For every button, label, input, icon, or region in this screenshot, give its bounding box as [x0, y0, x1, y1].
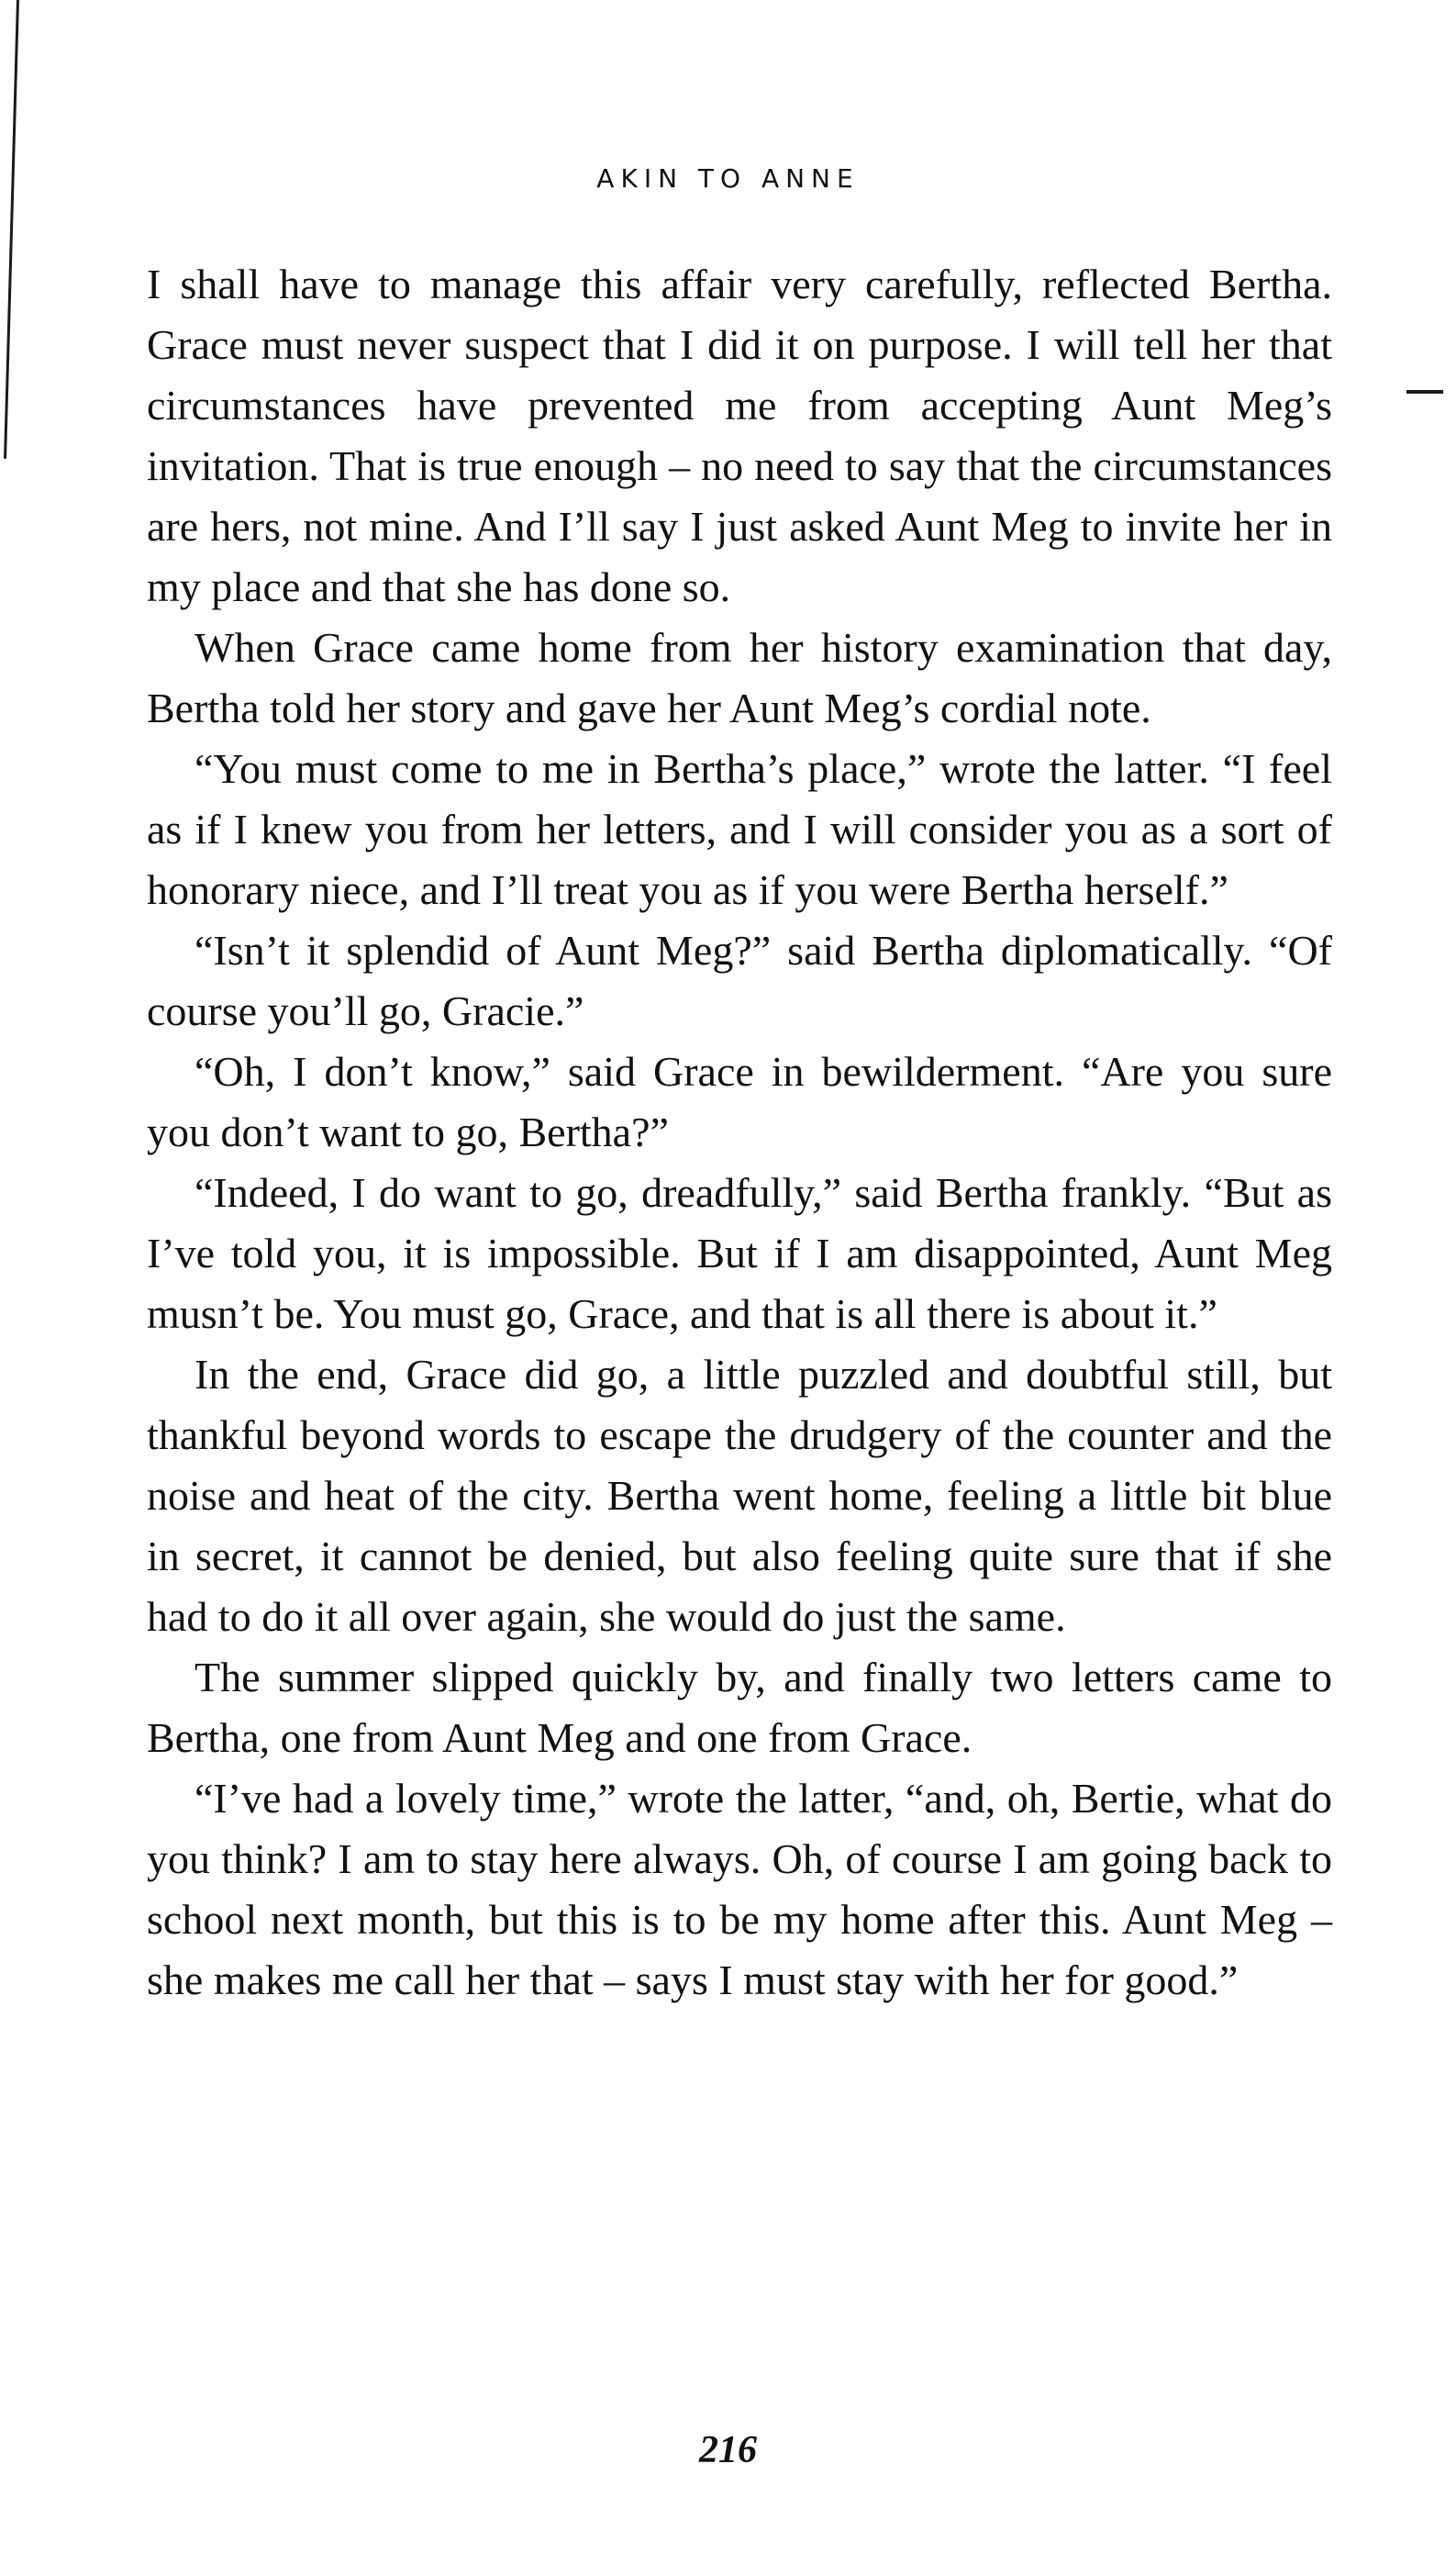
paragraph: “I’ve had a lovely time,” wrote the latter, “and, oh, Bertie, what do you think? I am to stay here always. Oh, of course I am going back to school next month, but this is to be my home after this. Aunt Meg – she makes me call her that – says I must stay with her for good.” [147, 1775, 1332, 2003]
scan-edge-line [4, 0, 19, 459]
page-number: 216 [699, 2429, 757, 2471]
paragraph: The summer slipped quickly by, and finally two letters came to Bertha, one from Aunt Meg and one from Grace. [147, 1654, 1332, 1761]
paragraph: “Indeed, I do want to go, dreadfully,” said Bertha frankly. “But as I’ve told you, it is impossible. But if I am disappointed, Aunt Meg musn’t be. You must go, Grace, and that is all there is about it.” [147, 1169, 1332, 1337]
paragraph: When Grace came home from her history examination that day, Bertha told her story and gave her Aunt Meg’s cordial note. [147, 624, 1332, 731]
scan-margin-mark [1406, 390, 1443, 394]
paragraph: “Oh, I don’t know,” said Grace in bewilderment. “Are you sure you don’t want to go, Bertha?” [147, 1048, 1332, 1155]
paragraph: “You must come to me in Bertha’s place,” wrote the latter. “I feel as if I knew you from her letters, and I will consider you as a sort of honorary niece, and I’ll treat you as if you were Bertha herself.” [147, 745, 1332, 913]
paragraph: In the end, Grace did go, a little puzzled and doubtful still, but thankful beyond words to escape the drudgery of the counter and the noise and heat of the city. Bertha went home, feeling a little bit blue in secret, it cannot be denied, but also feeling quite sure that if she had to do it all over again, she would do just the same. [147, 1351, 1332, 1640]
paragraph: I shall have to manage this affair very carefully, reflected Bertha. Grace must never suspect that I did it on purpose. I will tell her that circumstances have prevented me from accepting Aunt Meg’s invitation. That is true enough – no need to say that the circumstances are hers, not mine. And I’ll say I just asked Aunt Meg to invite her in my place and that she has done so. [147, 261, 1332, 610]
paragraph: “Isn’t it splendid of Aunt Meg?” said Bertha diplomatically. “Of course you’ll go, Gracie.” [147, 927, 1332, 1034]
running-head: AKIN TO ANNE [596, 163, 860, 194]
body-text [147, 254, 1332, 2011]
